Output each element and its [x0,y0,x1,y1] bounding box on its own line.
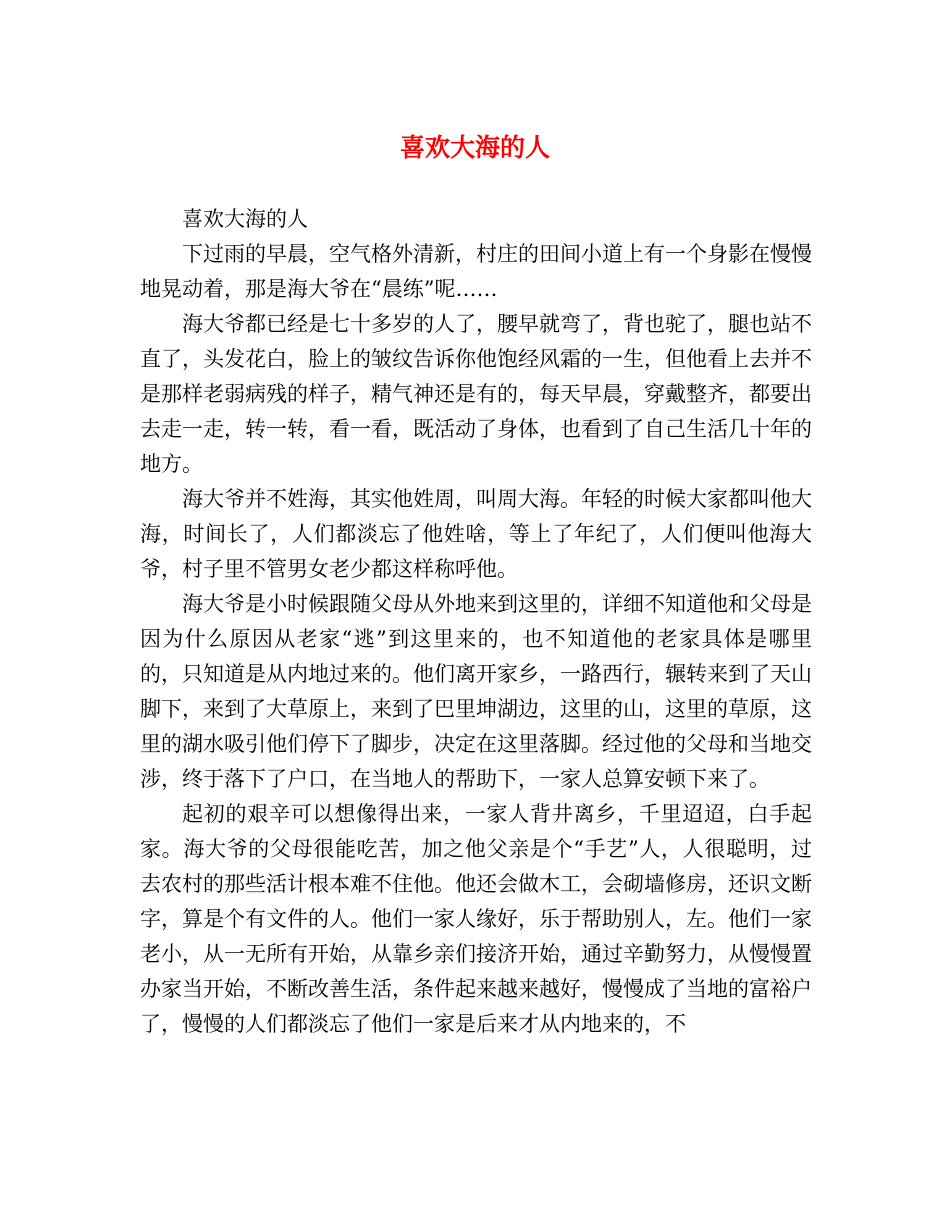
document-body [140,202,812,1042]
paragraph: 海大爷都已经是七十多岁的人了，腰早就弯了，背也驼了，腿也站不直了，头发花白，脸上的皱纹告诉你他饱经风霜的一生，但他看上去并不是那样老弱病残的样子，精气神还是有的，每天早晨，穿戴整齐，都要出去走一走，转一转，看一看，既活动了身体，也看到了自己生活几十年的地方。 [140,312,812,476]
document-title: 喜欢大海的人 [399,133,550,162]
paragraph: 起初的艰辛可以想像得出来，一家人背井离乡，千里迢迢，白手起家。海大爷的父母很能吃苦，加之他父亲是个“手艺”人，人很聪明，过去农村的那些活计根本难不住他。他还会做木工，会砌墙修房，还识文断字，算是个有文件的人。他们一家人缘好，乐于帮助别人，左。他们一家老小，从一无所有开始，从靠乡亲们接济开始，通过辛勤努力，从慢慢置办家当开始，不断改善生活，条件起来越来越好，慢慢成了当地的富裕户了，慢慢的人们都淡忘了他们一家是后来才从内地来的，不 [140,802,812,1036]
paragraph: 海大爷并不姓海，其实他姓周，叫周大海。年轻的时候大家都叫他大海，时间长了，人们都淡忘了他姓啥，等上了年纪了，人们便叫他海大爷，村子里不管男女老少都这样称呼他。 [140,487,812,581]
paragraph: 喜欢大海的人 [182,207,308,231]
paragraph: 海大爷是小时候跟随父母从外地来到这里的，详细不知道他和父母是因为什么原因从老家“逃”到这里来的，也不知道他的老家具体是哪里的，只知道是从内地过来的。他们离开家乡，一路西行，辗转来到了天山脚下，来到了大草原上，来到了巴里坤湖边，这里的山，这里的草原，这里的湖水吸引他们停下了脚步，决定在这里落脚。经过他的父母和当地交涉，终于落下了户口，在当地人的帮助下，一家人总算安顿下来了。 [140,592,812,791]
paragraph: 下过雨的早晨，空气格外清新，村庄的田间小道上有一个身影在慢慢地晃动着，那是海大爷在“晨练”呢…… [140,242,812,301]
